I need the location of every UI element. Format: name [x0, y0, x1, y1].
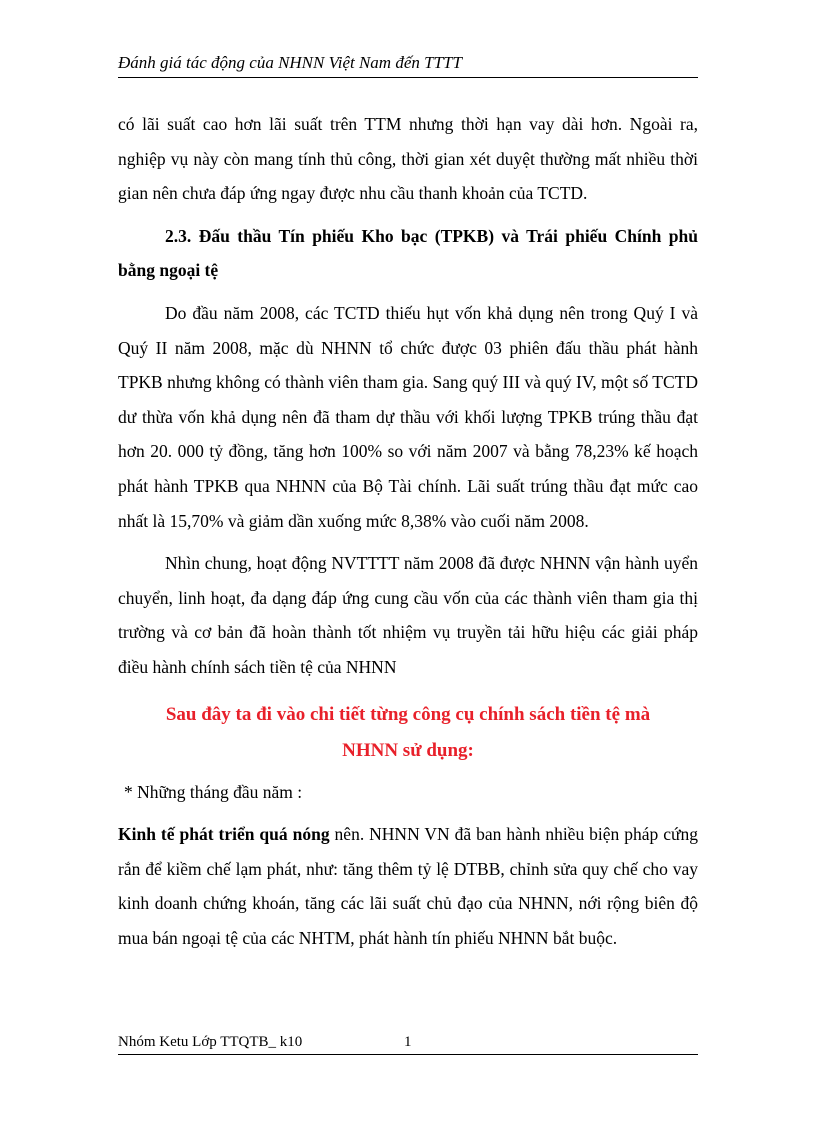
paragraph-economy [118, 817, 698, 955]
paragraph-bidding: Do đầu năm 2008, các TCTD thiếu hụt vốn khả dụng nên trong Quý I và Quý II năm 2008, mặc dù NHNN tổ chức được 03 phiên đấu thầu phát hành TPKB nhưng không có thành viên tham gia. Sang quý III và quý IV, một số TCTD dư thừa vốn khả dụng nên đã tham dự thầu với khối lượng TPKB trúng thầu đạt hơn 20. 000 tỷ đồng, tăng hơn 100% so với năm 2007 và bằng 78,23% kế hoạch phát hành TPKB qua NHNN của Bộ Tài chính. Lãi suất trúng thầu đạt mức cao nhất là 15,70% và giảm dần xuống mức 8,38% vào cuối năm 2008. [118, 302, 698, 531]
economy-rest: nên. NHNN VN đã ban hành nhiều biện pháp cứng rắn để kiềm chế lạm phát, như: tăng thêm tỷ lệ DTBB, chỉnh sửa quy chế cho vay kinh doanh chứng khoán, tăng các lãi suất chủ đạo của NHNN, nới rộng biên độ mua bán ngoại tệ của các NHTM, phát hành tín phiếu NHNN bắt buộc. [118, 824, 699, 948]
economy-bold-phrase: Kinh tế phát triển quá nóng [118, 824, 330, 845]
red-heading-line1: Sau đây ta đi vào chi tiết từng công cụ chính sách tiền tệ mà [165, 703, 651, 725]
page-number: 1 [404, 1034, 412, 1050]
red-heading [118, 697, 698, 769]
section-heading: 2.3. Đấu thầu Tín phiếu Kho bạc (TPKB) và Trái phiếu Chính phủ bằng ngoại tệ [118, 225, 698, 281]
page-content [118, 107, 698, 955]
red-heading-line2: NHNN sử dụng: [342, 739, 474, 761]
page-header: Đánh giá tác động của NHNN Việt Nam đến TTTT [118, 52, 698, 78]
footer-label: Nhóm Ketu Lớp TTQTB_ k10 [118, 1034, 303, 1050]
paragraph-summary: Nhìn chung, hoạt động NVTTTT năm 2008 đã được NHNN vận hành uyển chuyển, linh hoạt, đa dạng đáp ứng cung cầu vốn của các thành viên tham gia thị trường và cơ bản đã hoàn thành tốt nhiệm vụ truyền tải hữu hiệu các giải pháp điều hành chính sách tiền tệ của NHNN [118, 553, 698, 677]
page-footer [118, 1033, 698, 1055]
lead-line: * Những tháng đầu năm : [124, 781, 303, 802]
paragraph-continuation: có lãi suất cao hơn lãi suất trên TTM nhưng thời hạn vay dài hơn. Ngoài ra, nghiệp vụ này còn mang tính thủ công, thời gian xét duyệt thường mất nhiều thời gian nên chưa đáp ứng ngay được nhu cầu thanh khoản của TCTD. [118, 114, 698, 204]
